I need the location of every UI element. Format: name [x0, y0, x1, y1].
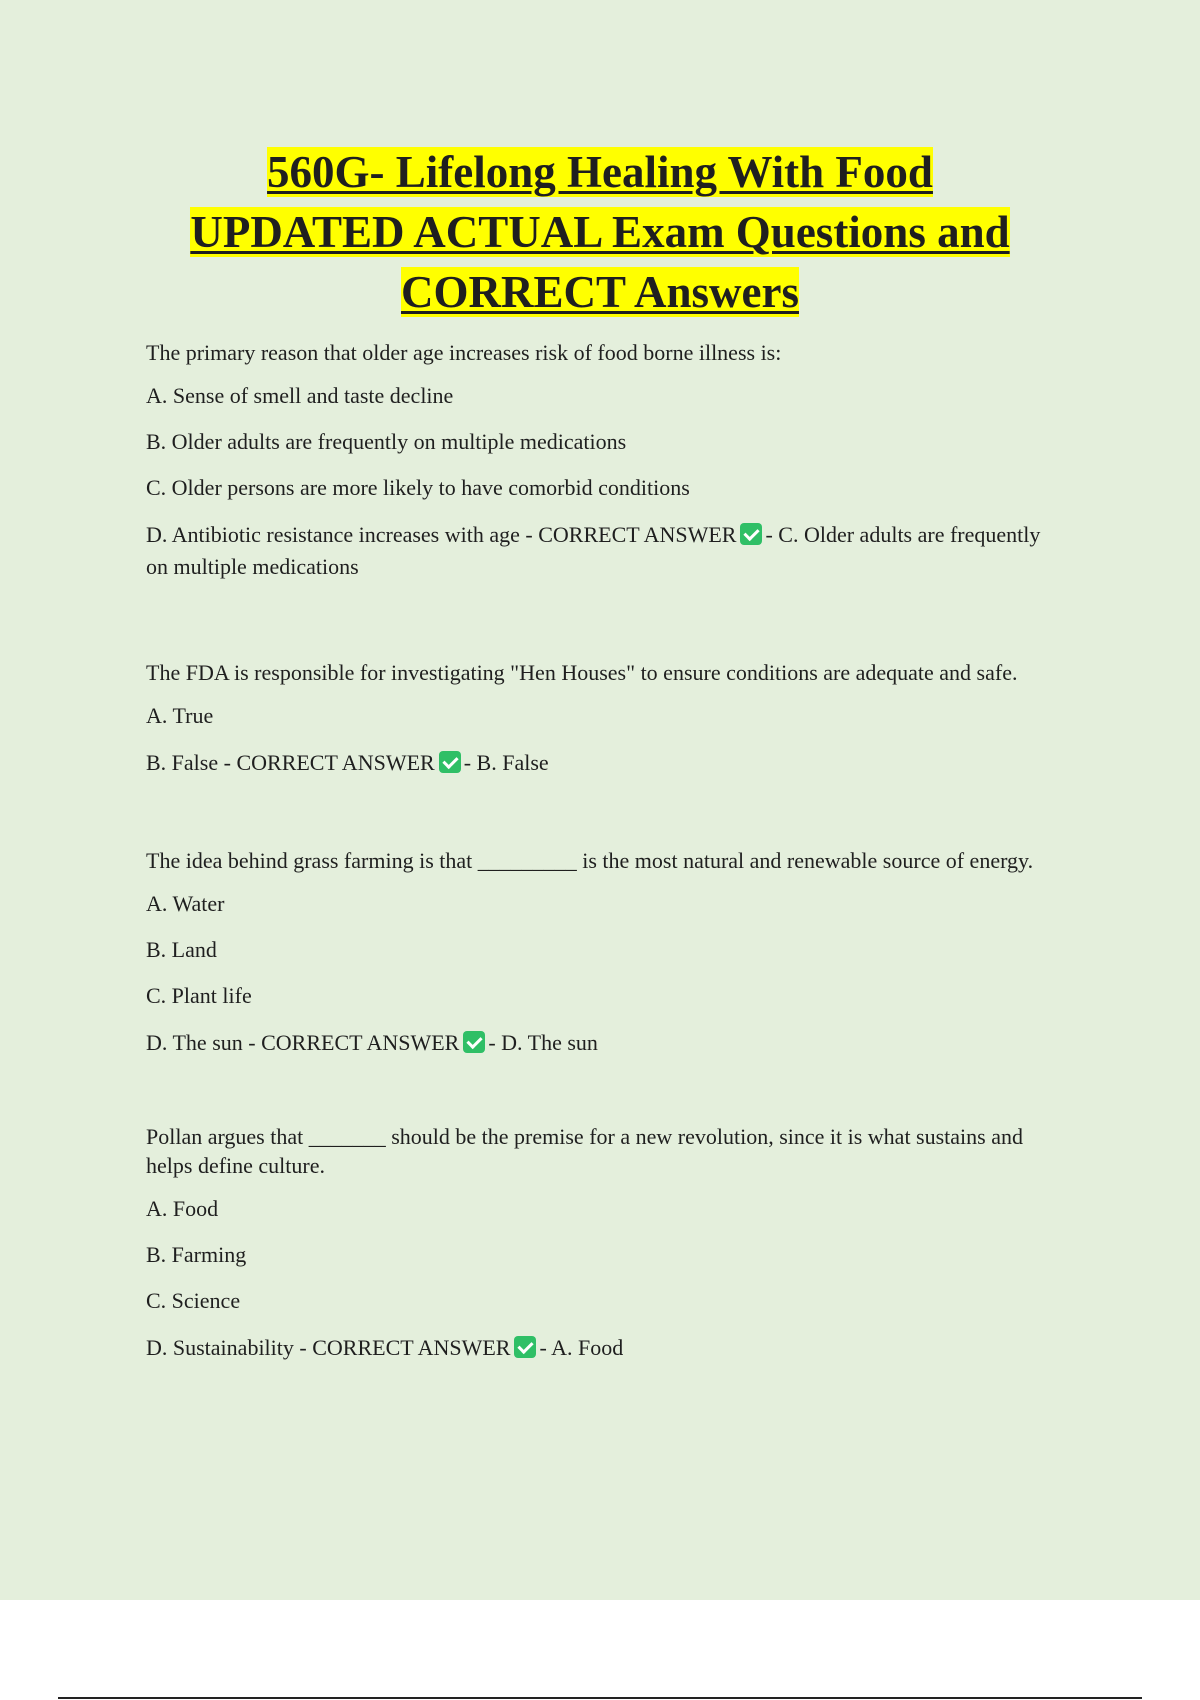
- option: C. Plant life: [146, 983, 252, 1008]
- correct-answer-text: A. Food: [551, 1335, 624, 1360]
- correct-answer-text: B. False: [476, 750, 549, 775]
- correct-answer-label: CORRECT ANSWER: [538, 522, 737, 547]
- questions-list: [146, 338, 1066, 1364]
- option: A. Sense of smell and taste decline: [146, 383, 454, 408]
- question-block: [146, 846, 1066, 1059]
- question-block: [146, 658, 1066, 779]
- option: A. Food: [146, 1196, 219, 1221]
- correct-answer-label: CORRECT ANSWER: [261, 1030, 460, 1055]
- title-line-1: 560G- Lifelong Healing With Food: [267, 147, 933, 197]
- option: B. Older adults are frequently on multiple medications: [146, 429, 627, 454]
- answer-line: D. Antibiotic resistance increases with age - CORRECT ANSWER - C. Older adults are frequently on multiple medications: [146, 522, 1041, 579]
- question-text: Pollan argues that _______ should be the premise for a new revolution, since it is what sustains and helps define culture.: [146, 1124, 1023, 1178]
- option: B. False: [146, 750, 219, 775]
- question-block: [146, 1122, 1066, 1364]
- question-text: The FDA is responsible for investigating "Hen Houses" to ensure conditions are adequate and safe.: [146, 660, 1018, 685]
- correct-answer-text: C. Older adults are frequently on multiple medications: [146, 522, 1041, 579]
- option: B. Farming: [146, 1242, 247, 1267]
- question-text: The idea behind grass farming is that _________ is the most natural and renewable source of energy.: [146, 848, 1034, 873]
- option: D. The sun: [146, 1030, 243, 1055]
- option: C. Science: [146, 1288, 241, 1313]
- option: D. Sustainability: [146, 1335, 294, 1360]
- option: D. Antibiotic resistance increases with age: [146, 522, 520, 547]
- title-line-3: CORRECT Answers: [401, 267, 799, 317]
- check-mark-icon: [514, 1336, 536, 1358]
- answer-line: D. Sustainability - CORRECT ANSWER - A. Food: [146, 1335, 624, 1360]
- title-line-2: UPDATED ACTUAL Exam Questions and: [190, 207, 1010, 257]
- correct-answer-label: CORRECT ANSWER: [236, 750, 435, 775]
- footer-divider: [58, 1697, 1142, 1699]
- document-title: [100, 142, 1100, 322]
- answer-line: B. False - CORRECT ANSWER - B. False: [146, 750, 549, 775]
- option: A. Water: [146, 891, 225, 916]
- check-mark-icon: [740, 523, 762, 545]
- correct-answer-text: D. The sun: [501, 1030, 598, 1055]
- option: B. Land: [146, 937, 217, 962]
- question-text: The primary reason that older age increases risk of food borne illness is:: [146, 340, 782, 365]
- option: C. Older persons are more likely to have comorbid conditions: [146, 475, 690, 500]
- option: A. True: [146, 703, 214, 728]
- check-mark-icon: [439, 751, 461, 773]
- question-block: [146, 338, 1066, 583]
- correct-answer-label: CORRECT ANSWER: [312, 1335, 511, 1360]
- check-mark-icon: [463, 1031, 485, 1053]
- answer-line: D. The sun - CORRECT ANSWER - D. The sun: [146, 1030, 598, 1055]
